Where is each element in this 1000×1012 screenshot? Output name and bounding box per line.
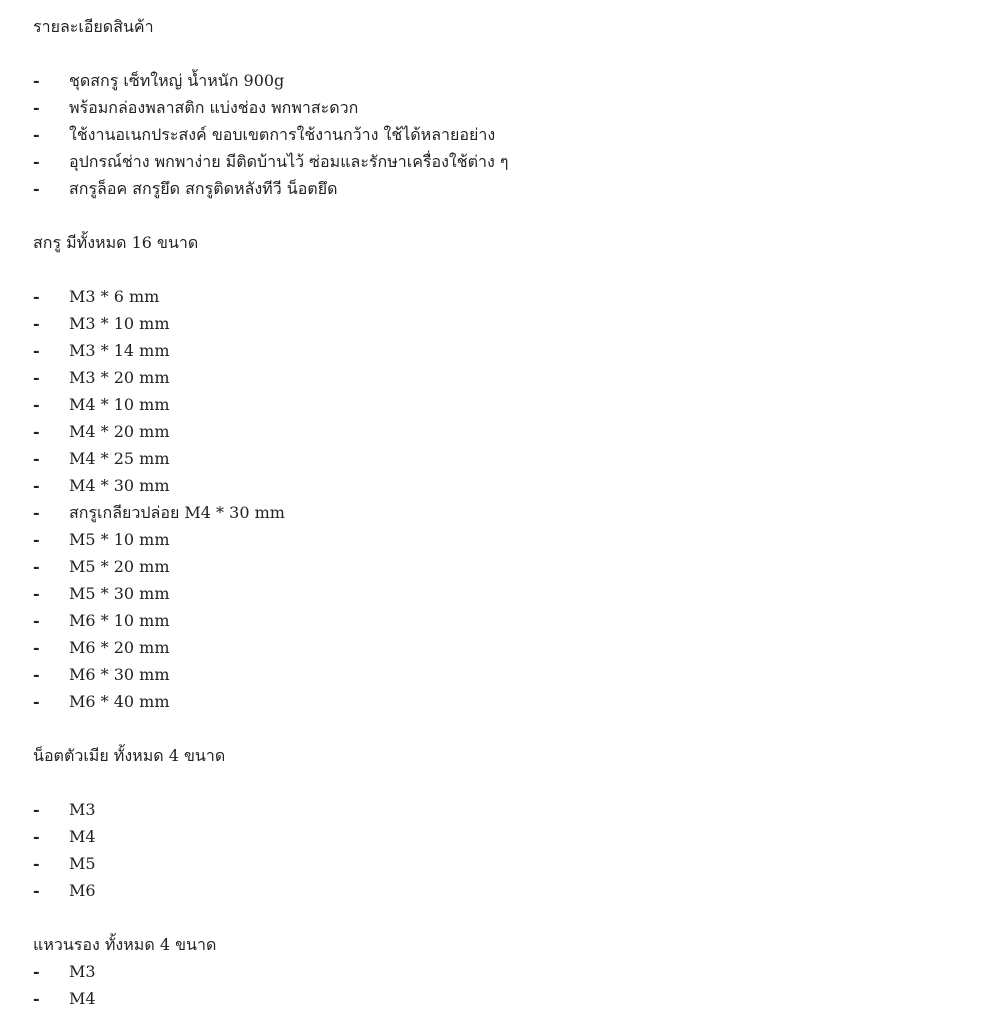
feature-item	[33, 67, 973, 94]
list-bullet: -	[33, 989, 40, 1008]
list-bullet: -	[33, 314, 40, 333]
list-bullet: -	[33, 827, 40, 846]
list-item-text: M5 * 30 mm	[69, 584, 170, 603]
washer-size-item	[33, 958, 973, 985]
list-bullet: -	[33, 152, 40, 171]
washers-title-line	[33, 931, 973, 958]
list-item-text: M6 * 30 mm	[69, 665, 170, 684]
screw-size-item	[33, 283, 973, 310]
nuts-title-line	[33, 742, 973, 769]
list-bullet: -	[33, 584, 40, 603]
list-bullet: -	[33, 692, 40, 711]
screw-size-item	[33, 634, 973, 661]
nut-size-item	[33, 796, 973, 823]
spacer	[33, 769, 973, 796]
screw-size-item	[33, 364, 973, 391]
list-bullet: -	[33, 638, 40, 657]
list-bullet: -	[33, 179, 40, 198]
screw-size-item	[33, 445, 973, 472]
screw-size-item	[33, 337, 973, 364]
screw-size-item	[33, 310, 973, 337]
feature-item	[33, 175, 973, 202]
nut-size-list	[33, 796, 973, 904]
list-bullet: -	[33, 800, 40, 819]
list-item-text: M3 * 10 mm	[69, 314, 170, 333]
list-item-text: M4 * 20 mm	[69, 422, 170, 441]
spacer	[33, 202, 973, 229]
heading-line	[33, 13, 973, 40]
spacer	[33, 256, 973, 283]
nut-size-item	[33, 823, 973, 850]
list-bullet: -	[33, 71, 40, 90]
product-description	[33, 13, 973, 1012]
list-bullet: -	[33, 854, 40, 873]
feature-item	[33, 148, 973, 175]
screw-size-item	[33, 553, 973, 580]
list-item-text: พร้อมกล่องพลาสติก แบ่งช่อง พกพาสะดวก	[69, 98, 359, 117]
list-bullet: -	[33, 503, 40, 522]
list-item-text: M4 * 25 mm	[69, 449, 170, 468]
list-item-text: M4	[69, 989, 96, 1008]
list-bullet: -	[33, 341, 40, 360]
list-item-text: M3	[69, 800, 96, 819]
nut-size-item	[33, 877, 973, 904]
list-item-text: M4 * 10 mm	[69, 395, 170, 414]
list-item-text: M6 * 10 mm	[69, 611, 170, 630]
list-item-text: M5 * 10 mm	[69, 530, 170, 549]
screw-size-item	[33, 526, 973, 553]
list-item-text: M3	[69, 962, 96, 981]
list-bullet: -	[33, 962, 40, 981]
list-item-text: อุปกรณ์ช่าง พกพาง่าย มีติดบ้านไว้ ซ่อมและรักษาเครื่องใช้ต่าง ๆ	[69, 152, 509, 171]
screw-size-item	[33, 418, 973, 445]
list-item-text: M3 * 20 mm	[69, 368, 170, 387]
list-item-text: M6	[69, 881, 96, 900]
list-bullet: -	[33, 368, 40, 387]
list-item-text: สกรูล็อค สกรูยึด สกรูติดหลังทีวี น็อตยึด	[69, 179, 338, 198]
screw-size-item	[33, 391, 973, 418]
list-item-text: ใช้งานอเนกประสงค์ ขอบเขตการใช้งานกว้าง ใช้ได้หลายอย่าง	[69, 125, 496, 144]
list-item-text: M6 * 20 mm	[69, 638, 170, 657]
nut-size-item	[33, 850, 973, 877]
washer-size-list	[33, 958, 973, 1012]
list-item-text: M6 * 40 mm	[69, 692, 170, 711]
spacer	[33, 904, 973, 931]
list-item-text: M3 * 14 mm	[69, 341, 170, 360]
list-bullet: -	[33, 881, 40, 900]
list-bullet: -	[33, 530, 40, 549]
screw-size-item	[33, 472, 973, 499]
washer-size-item	[33, 985, 973, 1012]
list-bullet: -	[33, 476, 40, 495]
list-item-text: สกรูเกลียวปล่อย M4 * 30 mm	[69, 503, 285, 522]
spacer	[33, 715, 973, 742]
screws-title-line	[33, 229, 973, 256]
screw-size-item	[33, 499, 973, 526]
list-item-text: M5 * 20 mm	[69, 557, 170, 576]
list-bullet: -	[33, 125, 40, 144]
screw-size-item	[33, 688, 973, 715]
screw-size-item	[33, 607, 973, 634]
screw-size-item	[33, 580, 973, 607]
feature-item	[33, 94, 973, 121]
list-bullet: -	[33, 449, 40, 468]
list-item-text: M4 * 30 mm	[69, 476, 170, 495]
list-bullet: -	[33, 287, 40, 306]
list-bullet: -	[33, 422, 40, 441]
list-item-text: M4	[69, 827, 96, 846]
list-bullet: -	[33, 611, 40, 630]
list-bullet: -	[33, 665, 40, 684]
list-item-text: ชุดสกรู เซ็ทใหญ่ น้ำหนัก 900g	[69, 71, 285, 90]
washers-section-title: แหวนรอง ทั้งหมด 4 ขนาด	[33, 935, 217, 954]
list-bullet: -	[33, 98, 40, 117]
feature-list	[33, 67, 973, 202]
list-item-text: M5	[69, 854, 96, 873]
screws-section-title: สกรู มีทั้งหมด 16 ขนาด	[33, 233, 199, 252]
page-title: รายละเอียดสินค้า	[33, 17, 154, 36]
feature-item	[33, 121, 973, 148]
list-bullet: -	[33, 395, 40, 414]
list-bullet: -	[33, 557, 40, 576]
nuts-section-title: น็อตตัวเมีย ทั้งหมด 4 ขนาด	[33, 746, 226, 765]
screw-size-list	[33, 283, 973, 715]
screw-size-item	[33, 661, 973, 688]
list-item-text: M3 * 6 mm	[69, 287, 160, 306]
spacer	[33, 40, 973, 67]
